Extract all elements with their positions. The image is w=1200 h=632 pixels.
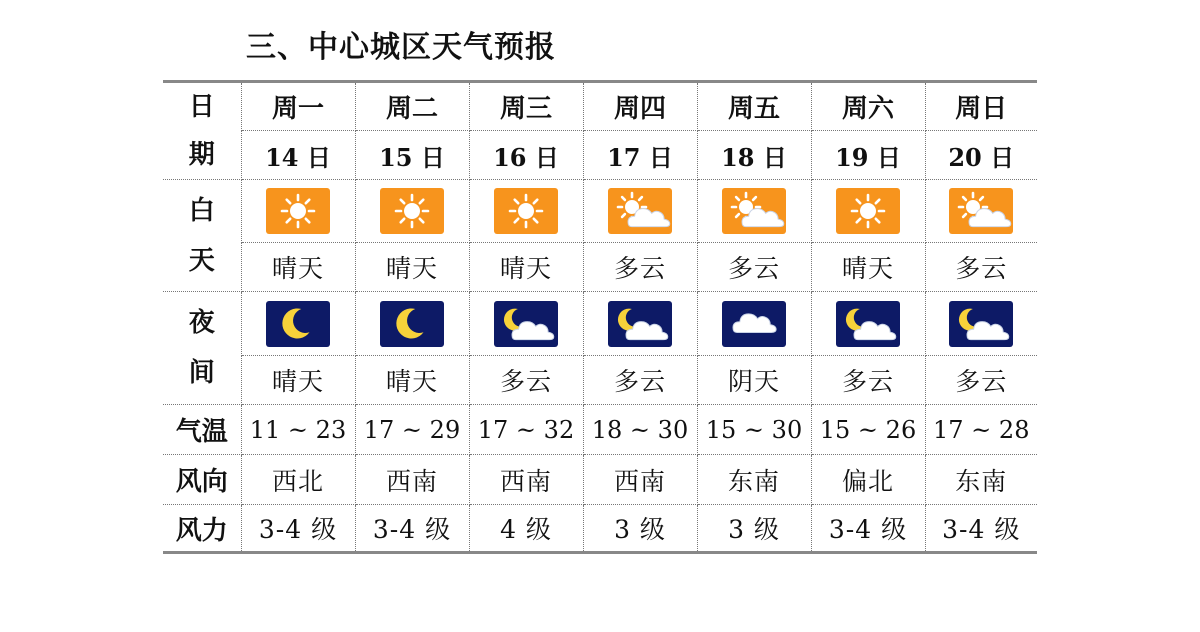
row-header-date — [163, 82, 241, 180]
day-icon-cell — [811, 180, 925, 243]
sun-icon — [836, 188, 900, 234]
weekday-cell: 周二 — [355, 82, 469, 131]
night-weather-cell: 晴天 — [241, 356, 355, 405]
date-cell: 18 日 — [697, 131, 811, 180]
date-cell: 17 日 — [583, 131, 697, 180]
date-cell: 20 日 — [925, 131, 1037, 180]
night-weather-cell: 多云 — [925, 356, 1037, 405]
day-weather-cell: 多云 — [697, 243, 811, 292]
day-weather-cell: 多云 — [583, 243, 697, 292]
temperature-cell: 18 ~ 30 — [583, 405, 697, 455]
wind-force-cell: 3-4 级 — [811, 505, 925, 553]
date-cell: 14 日 — [241, 131, 355, 180]
night-weather-cell: 多云 — [811, 356, 925, 405]
day-icon-cell — [925, 180, 1037, 243]
moon-cloud-icon — [494, 301, 558, 347]
temperature-cell: 15 ~ 26 — [811, 405, 925, 455]
weekday-cell: 周四 — [583, 82, 697, 131]
temperature-cell: 17 ~ 29 — [355, 405, 469, 455]
wind-force-cell: 3-4 级 — [355, 505, 469, 553]
sun-icon — [380, 188, 444, 234]
sun-cloud-icon — [722, 188, 786, 234]
temperature-cell: 11 ~ 23 — [241, 405, 355, 455]
weekday-cell: 周五 — [697, 82, 811, 131]
moon-icon — [380, 301, 444, 347]
row-header-temp: 气温 — [163, 405, 241, 455]
wind-direction-cell: 西北 — [241, 455, 355, 505]
row-header-night-line1: 夜 — [188, 308, 215, 338]
day-icon-cell — [469, 180, 583, 243]
wind-force-cell: 3-4 级 — [241, 505, 355, 553]
wind-direction-cell: 西南 — [355, 455, 469, 505]
cloud-icon — [722, 301, 786, 347]
night-icon-cell — [697, 292, 811, 356]
row-header-night-line2: 间 — [188, 358, 215, 388]
night-icon-cell — [469, 292, 583, 356]
date-cell: 15 日 — [355, 131, 469, 180]
moon-cloud-icon — [608, 301, 672, 347]
night-icon-cell — [925, 292, 1037, 356]
night-weather-cell: 多云 — [583, 356, 697, 405]
weekday-cell: 周六 — [811, 82, 925, 131]
sun-icon — [266, 188, 330, 234]
night-icon-cell — [241, 292, 355, 356]
wind-force-cell: 3 级 — [583, 505, 697, 553]
wind-direction-cell: 西南 — [469, 455, 583, 505]
wind-direction-cell: 西南 — [583, 455, 697, 505]
moon-cloud-icon — [949, 301, 1013, 347]
sun-cloud-icon — [608, 188, 672, 234]
row-header-wind-dir: 风向 — [163, 455, 241, 505]
wind-force-cell: 3 级 — [697, 505, 811, 553]
temperature-cell: 17 ~ 28 — [925, 405, 1037, 455]
day-weather-cell: 晴天 — [811, 243, 925, 292]
row-header-wind-force: 风力 — [163, 505, 241, 553]
temperature-cell: 15 ~ 30 — [697, 405, 811, 455]
weekday-cell: 周三 — [469, 82, 583, 131]
day-icon-cell — [241, 180, 355, 243]
wind-direction-cell: 东南 — [697, 455, 811, 505]
temperature-cell: 17 ~ 32 — [469, 405, 583, 455]
row-header-date-line1: 日 — [188, 92, 215, 122]
day-weather-cell: 晴天 — [241, 243, 355, 292]
day-weather-cell: 多云 — [925, 243, 1037, 292]
day-weather-cell: 晴天 — [469, 243, 583, 292]
night-weather-cell: 多云 — [469, 356, 583, 405]
weather-forecast-table — [163, 80, 1037, 554]
night-weather-cell: 晴天 — [355, 356, 469, 405]
wind-force-cell: 3-4 级 — [942, 515, 1021, 544]
wind-direction-cell: 偏北 — [811, 455, 925, 505]
weekday-cell: 周日 — [925, 82, 1037, 131]
date-cell: 19 日 — [811, 131, 925, 180]
wind-direction-cell: 东南 — [925, 455, 1037, 505]
day-icon-cell — [697, 180, 811, 243]
day-icon-cell — [355, 180, 469, 243]
row-header-night — [163, 292, 241, 405]
row-header-day-line2: 天 — [188, 245, 215, 276]
day-icon-cell — [583, 180, 697, 243]
night-weather-cell: 阴天 — [697, 356, 811, 405]
sun-cloud-icon — [949, 188, 1013, 234]
day-weather-cell: 晴天 — [355, 243, 469, 292]
night-icon-cell — [583, 292, 697, 356]
row-header-day-line1: 白 — [188, 195, 215, 226]
page-title: 三、中心城区天气预报 — [246, 30, 556, 65]
night-icon-cell — [811, 292, 925, 356]
moon-icon — [266, 301, 330, 347]
wind-force-cell: 4 级 — [469, 505, 583, 553]
row-header-date-line2: 期 — [188, 140, 215, 170]
date-cell: 16 日 — [469, 131, 583, 180]
weekday-cell: 周一 — [241, 82, 355, 131]
sun-icon — [494, 188, 558, 234]
night-icon-cell — [355, 292, 469, 356]
row-header-day — [163, 180, 241, 292]
moon-cloud-icon — [836, 301, 900, 347]
